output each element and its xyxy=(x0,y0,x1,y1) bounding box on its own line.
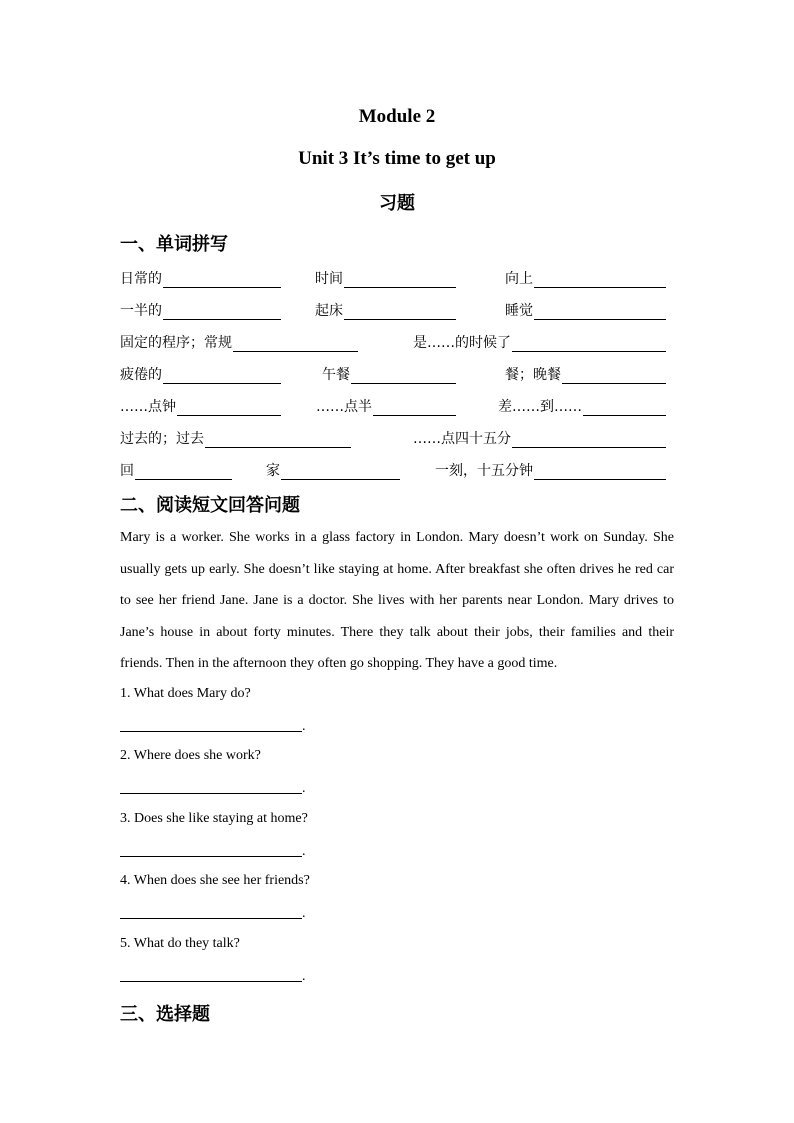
section-3-title: 三、选择题 xyxy=(120,1004,210,1025)
vocab-row xyxy=(120,298,666,320)
unit-title: Unit 3 It’s time to get up xyxy=(298,148,496,169)
answer-blank[interactable] xyxy=(562,367,666,384)
answer-blank[interactable] xyxy=(163,271,281,288)
answer-blank[interactable] xyxy=(163,303,281,320)
passage-line: to see her friend Jane. Jane is a doctor. She lives with her parents near London. Mary drives to xyxy=(120,593,674,608)
vocab-item[interactable]: 起床 xyxy=(315,298,456,320)
vocab-item[interactable]: 过去的；过去 xyxy=(120,426,351,448)
vocab-item[interactable]: ……点钟 xyxy=(120,394,281,416)
vocab-item[interactable]: 午餐 xyxy=(322,362,456,384)
answer-blank[interactable] xyxy=(135,463,232,480)
answer-blank[interactable] xyxy=(177,399,281,416)
answer-period: . xyxy=(302,906,306,921)
module-title: Module 2 xyxy=(358,106,436,127)
vocab-item[interactable]: 睡觉 xyxy=(505,298,666,320)
vocab-row xyxy=(120,394,666,416)
vocab-row xyxy=(120,362,666,384)
vocab-item[interactable]: 差……到…… xyxy=(498,394,666,416)
answer-blank[interactable] xyxy=(344,271,456,288)
answer-line-5[interactable] xyxy=(120,967,302,982)
answer-line-1[interactable] xyxy=(120,717,302,732)
question-2: 2. Where does she work? xyxy=(120,748,261,763)
vocab-item[interactable]: 固定的程序；常规 xyxy=(120,330,358,352)
answer-blank[interactable] xyxy=(233,335,358,352)
vocab-item[interactable]: 餐；晚餐 xyxy=(505,362,666,384)
passage-line: Mary is a worker. She works in a glass factory in London. Mary doesn’t work on Sunday. She xyxy=(120,530,674,545)
answer-line-4[interactable] xyxy=(120,904,302,919)
answer-blank[interactable] xyxy=(512,431,666,448)
exercise-heading: 习题 xyxy=(379,193,415,214)
vocab-row xyxy=(120,330,666,352)
passage-line: usually gets up early. She doesn’t like staying at home. After breakfast she often drives he red car xyxy=(120,561,674,577)
question-3: 3. Does she like staying at home? xyxy=(120,811,308,826)
vocab-item[interactable]: 时间 xyxy=(315,266,456,288)
question-4: 4. When does she see her friends? xyxy=(120,873,310,888)
vocab-item[interactable]: ……点四十五分 xyxy=(413,426,666,448)
answer-blank[interactable] xyxy=(281,463,400,480)
vocab-item[interactable]: 是……的时候了 xyxy=(413,330,666,352)
vocab-item[interactable]: 一半的 xyxy=(120,298,281,320)
answer-period: . xyxy=(302,719,306,734)
vocab-item[interactable]: 日常的 xyxy=(120,266,281,288)
reading-passage xyxy=(120,522,674,680)
answer-blank[interactable] xyxy=(351,367,456,384)
vocab-item[interactable]: 疲倦的 xyxy=(120,362,281,384)
passage-line: Jane’s house in about forty minutes. There they talk about their jobs, their families and their xyxy=(120,624,674,640)
question-1: 1. What does Mary do? xyxy=(120,686,251,701)
vocab-item[interactable]: 回 xyxy=(120,458,232,480)
vocab-row xyxy=(120,426,666,448)
answer-blank[interactable] xyxy=(373,399,456,416)
answer-blank[interactable] xyxy=(583,399,666,416)
passage-line: friends. Then in the afternoon they often go shopping. They have a good time. xyxy=(120,656,558,671)
answer-blank[interactable] xyxy=(205,431,351,448)
answer-blank[interactable] xyxy=(344,303,456,320)
vocab-item[interactable]: 一刻，十五分钟 xyxy=(435,458,666,480)
question-5: 5. What do they talk? xyxy=(120,936,240,951)
vocab-row xyxy=(120,458,666,480)
vocab-item[interactable]: 家 xyxy=(266,458,400,480)
vocab-row xyxy=(120,266,666,288)
answer-blank[interactable] xyxy=(163,367,281,384)
vocab-item[interactable]: 向上 xyxy=(505,266,666,288)
answer-period: . xyxy=(302,969,306,984)
vocab-item[interactable]: ……点半 xyxy=(316,394,456,416)
answer-blank[interactable] xyxy=(534,463,666,480)
section-1-title: 一、单词拼写 xyxy=(120,234,228,255)
answer-period: . xyxy=(302,844,306,859)
answer-period: . xyxy=(302,781,306,796)
answer-line-3[interactable] xyxy=(120,842,302,857)
answer-blank[interactable] xyxy=(534,303,666,320)
section-2-title: 二、阅读短文回答问题 xyxy=(120,495,300,516)
answer-blank[interactable] xyxy=(512,335,666,352)
answer-blank[interactable] xyxy=(534,271,666,288)
answer-line-2[interactable] xyxy=(120,779,302,794)
